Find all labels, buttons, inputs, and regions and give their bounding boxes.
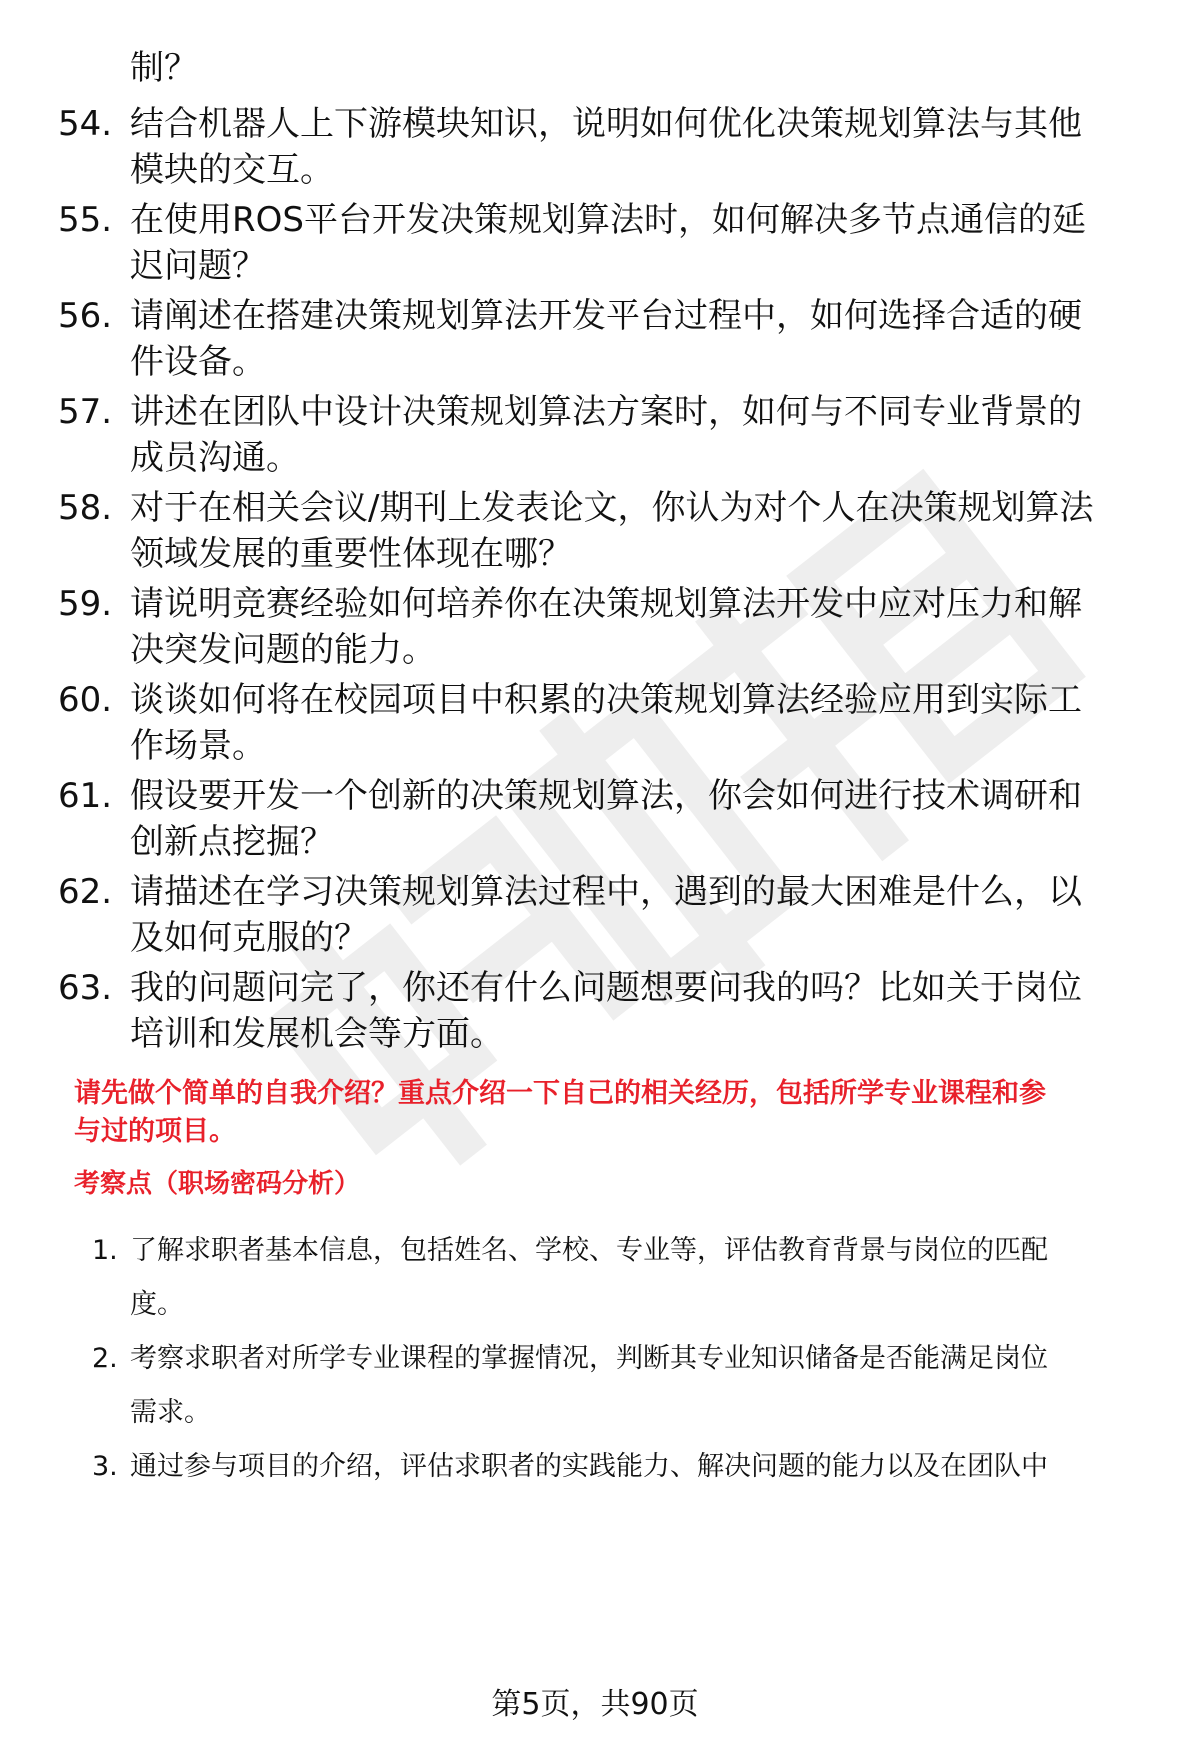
question-text-line: 结合机器人上下游模块知识，说明如何优化决策规划算法与其他 [130,104,1082,144]
question-number: 56. [58,296,113,336]
highlight-line: 与过的项目。 [74,1116,236,1147]
question-number: 62. [58,872,113,912]
question-text-line: 模块的交互。 [130,150,334,190]
question-text-line: 讲述在团队中设计决策规划算法方案时，如何与不同专业背景的 [130,392,1082,432]
question-text-line: 制？ [130,48,198,88]
question-number: 54. [58,104,113,144]
question-number: 58. [58,488,113,528]
page-footer: 第5页，共90页 [491,1687,699,1722]
question-text-line: 迟问题？ [130,246,266,286]
question-text-line: 决突发问题的能力。 [130,630,436,670]
question-text-line: 我的问题问完了，你还有什么问题想要问我的吗？比如关于岗位 [130,968,1082,1008]
question-text-line: 对于在相关会议/期刊上发表论文，你认为对个人在决策规划算法 [130,488,1094,528]
question-number: 55. [58,200,113,240]
point-number: 1. [92,1235,118,1266]
analysis-subheading: 考察点（职场密码分析） [74,1169,361,1199]
question-number: 63. [58,968,113,1008]
point-text-line: 度。 [130,1289,184,1320]
question-text-line: 谈谈如何将在校园项目中积累的决策规划算法经验应用到实际工 [130,680,1082,720]
point-text-line: 了解求职者基本信息，包括姓名、学校、专业等，评估教育背景与岗位的匹配 [130,1235,1048,1266]
question-number: 59. [58,584,113,624]
point-number: 3. [92,1451,118,1482]
question-text-line: 培训和发展机会等方面。 [130,1014,504,1054]
question-text-line: 请描述在学习决策规划算法过程中，遇到的最大困难是什么，以 [130,872,1082,912]
question-text-line: 件设备。 [130,342,266,382]
point-text-line: 需求。 [130,1397,211,1428]
question-text-line: 成员沟通。 [130,438,300,478]
question-text-line: 及如何克服的？ [130,918,368,958]
question-text-line: 作场景。 [130,726,266,766]
question-number: 60. [58,680,113,720]
question-text-line: 领域发展的重要性体现在哪？ [130,534,572,574]
question-text-line: 在使用ROS平台开发决策规划算法时，如何解决多节点通信的延 [130,200,1086,240]
point-number: 2. [92,1343,118,1374]
highlight-line: 请先做个简单的自我介绍？重点介绍一下自己的相关经历，包括所学专业课程和参 [74,1078,1046,1109]
question-text-line: 假设要开发一个创新的决策规划算法，你会如何进行技术调研和 [130,776,1082,816]
question-text-line: 请说明竞赛经验如何培养你在决策规划算法开发中应对压力和解 [130,584,1082,624]
point-text-line: 考察求职者对所学专业课程的掌握情况，判断其专业知识储备是否能满足岗位 [130,1343,1048,1374]
point-text-line: 通过参与项目的介绍，评估求职者的实践能力、解决问题的能力以及在团队中 [130,1451,1048,1482]
question-number: 57. [58,392,113,432]
question-number: 61. [58,776,113,816]
question-text-line: 创新点挖掘？ [130,822,334,862]
question-text-line: 请阐述在搭建决策规划算法开发平台过程中，如何选择合适的硬 [130,296,1082,336]
